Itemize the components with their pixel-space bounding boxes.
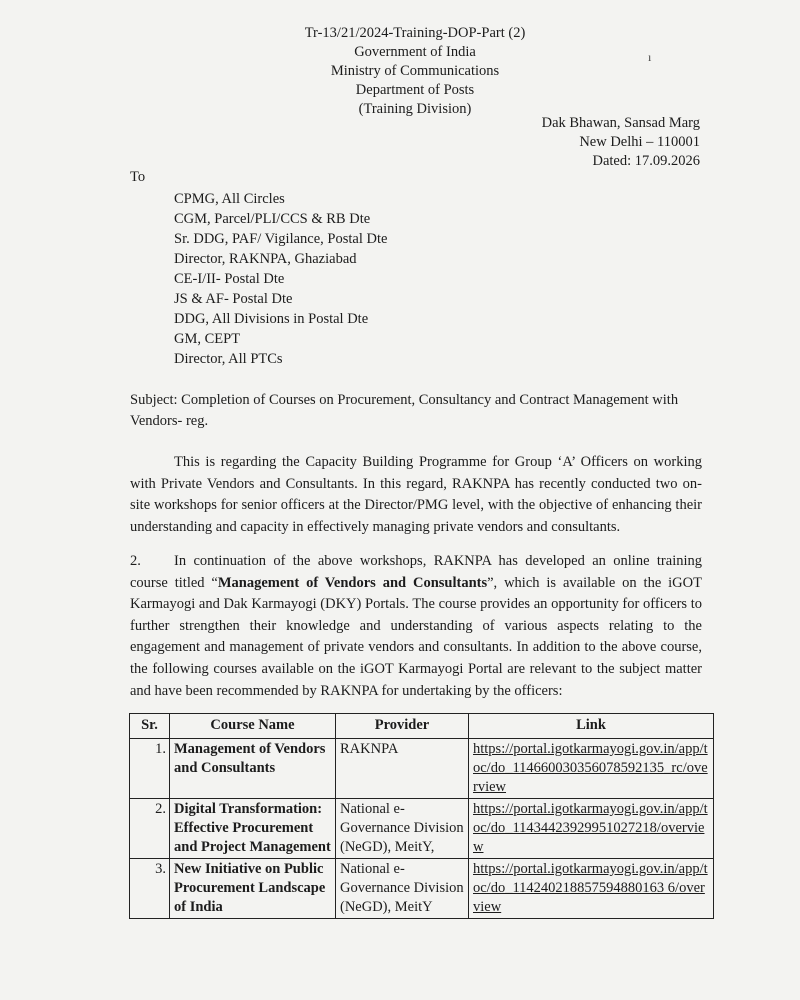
letter-header [230, 24, 600, 119]
row-sr: 3. [130, 859, 170, 919]
paragraph-2 [130, 551, 702, 702]
letter-date: Dated: 17.09.2026 [592, 153, 700, 169]
paragraph-2-text-after: ”, which is available on the iGOT Karmayogi and Dak Karmayogi (DKY) Portals. The course provides an opportunity for officers to further strengthen their knowledge and understanding of various aspects relating to the engagement and management of private vendors and consultants. In addition to the above course, the following courses available on the iGOT Karmayogi Portal are relevant to the subject matter and have been recommended by RAKNPA for undertaking by the officers: [130, 574, 702, 699]
recipient-item: CGM, Parcel/PLI/CCS & RB Dte [174, 211, 371, 227]
recipient-item: CE-I/II- Postal Dte [174, 271, 285, 287]
paragraph-number: 2. [130, 553, 141, 569]
recipient-item: Director, All PTCs [174, 351, 283, 367]
header-line-department: Department of Posts [355, 82, 475, 98]
header-link: Link [469, 714, 714, 739]
table-row [130, 799, 714, 859]
margin-mark: ı [648, 50, 652, 64]
header-line-government: Government of India [354, 44, 476, 60]
row-sr: 1. [130, 739, 170, 799]
header-line-ministry: Ministry of Communications [330, 63, 500, 79]
table-row [130, 739, 714, 799]
header-line-division: (Training Division) [358, 101, 472, 117]
file-reference: Tr-13/21/2024-Training-DOP-Part (2) [304, 25, 526, 41]
paragraph-2-text-before: In continuation of the above workshops, RAKNPA has developed an online training course titled “ [130, 553, 702, 591]
header-course-name: Course Name [170, 714, 336, 739]
recipient-item: DDG, All Divisions in Postal Dte [174, 311, 369, 327]
recipient-item: CPMG, All Circles [174, 191, 285, 207]
row-sr: 2. [130, 799, 170, 859]
recipient-item: JS & AF- Postal Dte [174, 291, 293, 307]
course-provider: RAKNPA [336, 739, 469, 799]
recipient-item: Sr. DDG, PAF/ Vigilance, Postal Dte [174, 231, 388, 247]
address-line-1: Dak Bhawan, Sansad Marg [541, 115, 700, 131]
recipient-item: Director, RAKNPA, Ghaziabad [174, 251, 357, 267]
header-sr: Sr. [130, 714, 170, 739]
course-name: Management of Vendors and Consultants [170, 739, 336, 799]
paragraph-1: This is regarding the Capacity Building Programme for Group ‘A’ Officers on working with Private Vendors and Consultants. In this regard, RAKNPA has recently conducted two on-site workshops for senior officers at the Director/PMG level, with the objective of enhancing their understanding and capacity in effectively managing private vendors and consultants. [130, 454, 702, 535]
course-link[interactable]: https://portal.igotkarmayogi.gov.in/app/toc/do_114240218857594880163 6/overview [469, 859, 714, 919]
course-link[interactable]: https://portal.igotkarmayogi.gov.in/app/toc/do_114660030356078592135_rc/overview [469, 739, 714, 799]
course-link[interactable]: https://portal.igotkarmayogi.gov.in/app/toc/do_1143442392995102721​8/overview [469, 799, 714, 859]
table-header-row [130, 714, 714, 739]
table-row [130, 859, 714, 919]
courses-table [129, 713, 714, 919]
recipient-list [174, 189, 387, 369]
subject-line: Subject: Completion of Courses on Procurement, Consultancy and Contract Management with Vendors- reg. [130, 392, 679, 429]
course-provider: National e-Governance Division (NeGD), MeitY [336, 859, 469, 919]
course-provider: National e-Governance Division (NeGD), MeitY, [336, 799, 469, 859]
recipient-item: GM, CEPT [174, 331, 241, 347]
course-title-bold: Management of Vendors and Consultants [217, 574, 488, 591]
course-name: Digital Transformation: Effective Procurement and Project Management [170, 799, 336, 859]
header-provider: Provider [336, 714, 469, 739]
address-line-2: New Delhi – 110001 [579, 134, 700, 150]
course-name: New Initiative on Public Procurement Landscape of India [170, 859, 336, 919]
sender-address [542, 114, 700, 171]
to-label: To [130, 169, 146, 185]
